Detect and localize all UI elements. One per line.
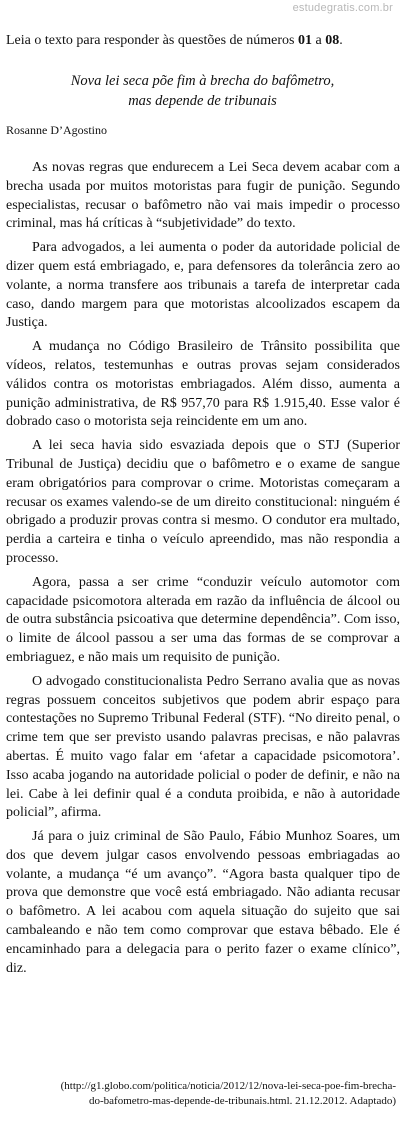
paragraph-4: A lei seca havia sido esvaziada depois que o STJ (Superior Tribunal de Justiça) decidiu que o bafômetro e o exame de sangue eram obrigatórios para comprovar o crime. Motoristas começaram a recusar os exames valendo-se de um direito constitucional: ninguém é obrigado a produzir provas contra si mesmo. O condutor era multado, perdia a carteira e tinha o veículo apreendido, mas não respondia a processo. [6,438,400,566]
watermark: estudegratis.com.br [292,2,393,14]
paragraph-7: Já para o juiz criminal de São Paulo, Fábio Munhoz Soares, um dos que devem julgar casos envolvendo pessoas embriagadas ao volante, a mudança “é um avanço”. “Agora basta qualquer tipo de prova que demonstre que você está embriagado. Não adianta recusar o bafômetro. A lei acabou com aquela situação do sujeito que sai cambaleando e não tem como comprovar que estava bêbado. Ele é encaminhado para a delegacia para o perito fazer o exame clínico”, diz. [6,829,400,976]
question-start-number: 01 [297,33,312,48]
article-author: Rosanne D’Agostino [6,123,107,137]
paragraph-6: O advogado constitucionalista Pedro Serrano avalia que as novas regras possuem conceitos subjetivos que podem abrir espaço para contestações no Supremo Tribunal Federal (STF). “No direito penal, o crime tem que ser previsto usando palavras precisas, e não palavras abertas. É muito vago falar em ‘afetar a capacidade psicomotora’. Isso acaba jogando na autoridade policial o poder de definir, e não na lei. Cabe à lei definir qual é a conduta proibida, e não à autoridade policial”, afirma. [6,673,400,821]
instruction-text [6,33,343,49]
article-title-line-1: Nova lei seca põe fim à brecha do bafômetro, [70,73,335,89]
paragraph-3: A mudança no Código Brasileiro de Trânsito possibilita que vídeos, relatos, testemunhas e outras provas sejam considerados válidos contra os motoristas embriagados. Além disso, aumenta a punição administrativa, de R$ 957,70 para R$ 1.915,40. Esse valor é dobrado caso o motorista seja reincidente em um ano. [6,339,400,430]
question-end-number: 08 [325,33,340,48]
instruction-suffix: . [339,33,343,48]
paragraph-5: Agora, passa a ser crime “conduzir veículo automotor com capacidade psicomotora alterada em razão da influência de álcool ou de outra substância psicoativa que determine dependência”. Com isso, o limite de álcool passou a ser uma das formas de se comprovar a embriaguez, e não mais um requisito de punição. [6,574,400,665]
instruction-connector: a [311,33,326,48]
article-body [6,159,400,983]
paragraph-2: Para advogados, a lei aumenta o poder da autoridade policial de dizer quem está embriagado, e, para defensores da tolerância zero ao volante, a norma transfere aos tribunais a tarefa de interpretar cada caso, dando margem para que motoristas alcoolizados escapem da Justiça. [6,240,400,331]
article-title-line-2: mas depende de tribunais [128,93,277,109]
source-line-1: (http://g1.globo.com/politica/noticia/2012/12/nova-lei-seca-poe-fim-brecha- [60,1080,396,1092]
article-title [0,71,405,111]
source-citation [6,1079,396,1108]
instruction-prefix: Leia o texto para responder às questões de números [6,33,298,48]
source-line-2: do-bafometro-mas-depende-de-tribunais.html. 21.12.2012. Adaptado) [88,1094,396,1107]
paragraph-1: As novas regras que endurecem a Lei Seca devem acabar com a brecha usada por muitos motoristas para fugir de punição. Segundo especialistas, recusar o bafômetro não vai mais impedir o processo criminal, mas há críticas à “subjetividade” do texto. [6,160,400,232]
